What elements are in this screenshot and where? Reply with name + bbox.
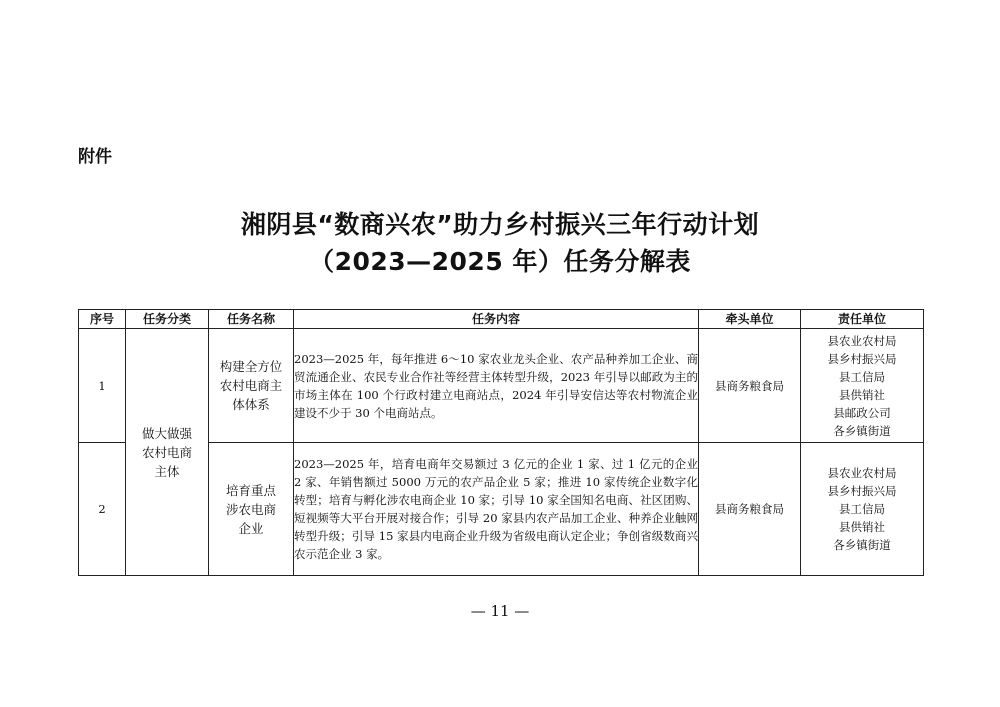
responsible-unit: 县农业农村局 bbox=[827, 466, 897, 480]
responsible-unit: 各乡镇街道 bbox=[833, 423, 891, 438]
task-name: 构建全方位农村电商主体体系 bbox=[209, 329, 294, 443]
lead-unit: 县商务粮食局 bbox=[699, 329, 801, 443]
row-number: 2 bbox=[79, 443, 126, 576]
responsible-unit: 县邮政公司 bbox=[833, 405, 891, 420]
header-lead-unit: 牵头单位 bbox=[699, 310, 801, 329]
lead-unit: 县商务粮食局 bbox=[699, 443, 801, 576]
header-category: 任务分类 bbox=[126, 310, 209, 329]
page-number: — 11 — bbox=[470, 602, 530, 620]
responsible-units bbox=[801, 443, 924, 576]
header-no: 序号 bbox=[79, 310, 126, 329]
responsible-unit: 县供销社 bbox=[839, 387, 885, 402]
responsible-unit: 县乡村振兴局 bbox=[827, 351, 897, 366]
responsible-unit: 县农业农村局 bbox=[827, 333, 897, 348]
responsible-unit: 县乡村振兴局 bbox=[827, 484, 897, 498]
attachment-label: 附件 bbox=[78, 147, 112, 167]
responsible-unit: 县工信局 bbox=[839, 369, 885, 384]
header-task-name: 任务名称 bbox=[209, 310, 294, 329]
task-content: 2023—2025 年，培育电商年交易额过 3 亿元的企业 1 家、过 1 亿元的企业 2 家、年销售额过 5000 万元的农产品企业 5 家；推进 10 家传统企业数字化转型；培育与孵化涉农电商企业 10 家；引导 10 家全国知名电商、社区团购、短视频等大平台开展对接合作；引导 20 家县内农产品加工企业、种养企业触网转型升级；引导 15 家县内电商企业升级为省级电商认定企业；争创省级数商兴农示范企业 3 家。 bbox=[294, 443, 699, 576]
responsible-unit: 县工信局 bbox=[839, 502, 885, 516]
task-category: 做大做强农村电商主体 bbox=[126, 329, 209, 576]
responsible-unit: 县供销社 bbox=[839, 520, 885, 534]
table-row bbox=[79, 329, 924, 443]
header-task-content: 任务内容 bbox=[294, 310, 699, 329]
task-name: 培育重点涉农电商企业 bbox=[209, 443, 294, 576]
header-responsible-unit: 责任单位 bbox=[801, 310, 924, 329]
task-content: 2023—2025 年，每年推进 6～10 家农业龙头企业、农产品种养加工企业、商贸流通企业、农民专业合作社等经营主体转型升级，2023 年引导以邮政为主的市场主体在 100 个行政村建立电商站点，2024 年引导安信达等农村物流企业建设不少于 30 个电商站点。 bbox=[294, 329, 699, 443]
document-title-line2: （2023—2025 年）任务分解表 bbox=[309, 247, 691, 276]
table-header-row bbox=[79, 310, 924, 329]
responsible-unit: 各乡镇街道 bbox=[833, 538, 891, 552]
task-breakdown-table bbox=[78, 309, 924, 576]
row-number: 1 bbox=[79, 329, 126, 443]
document-title-line1: 湘阴县“数商兴农”助力乡村振兴三年行动计划 bbox=[240, 210, 760, 239]
responsible-units bbox=[801, 329, 924, 443]
